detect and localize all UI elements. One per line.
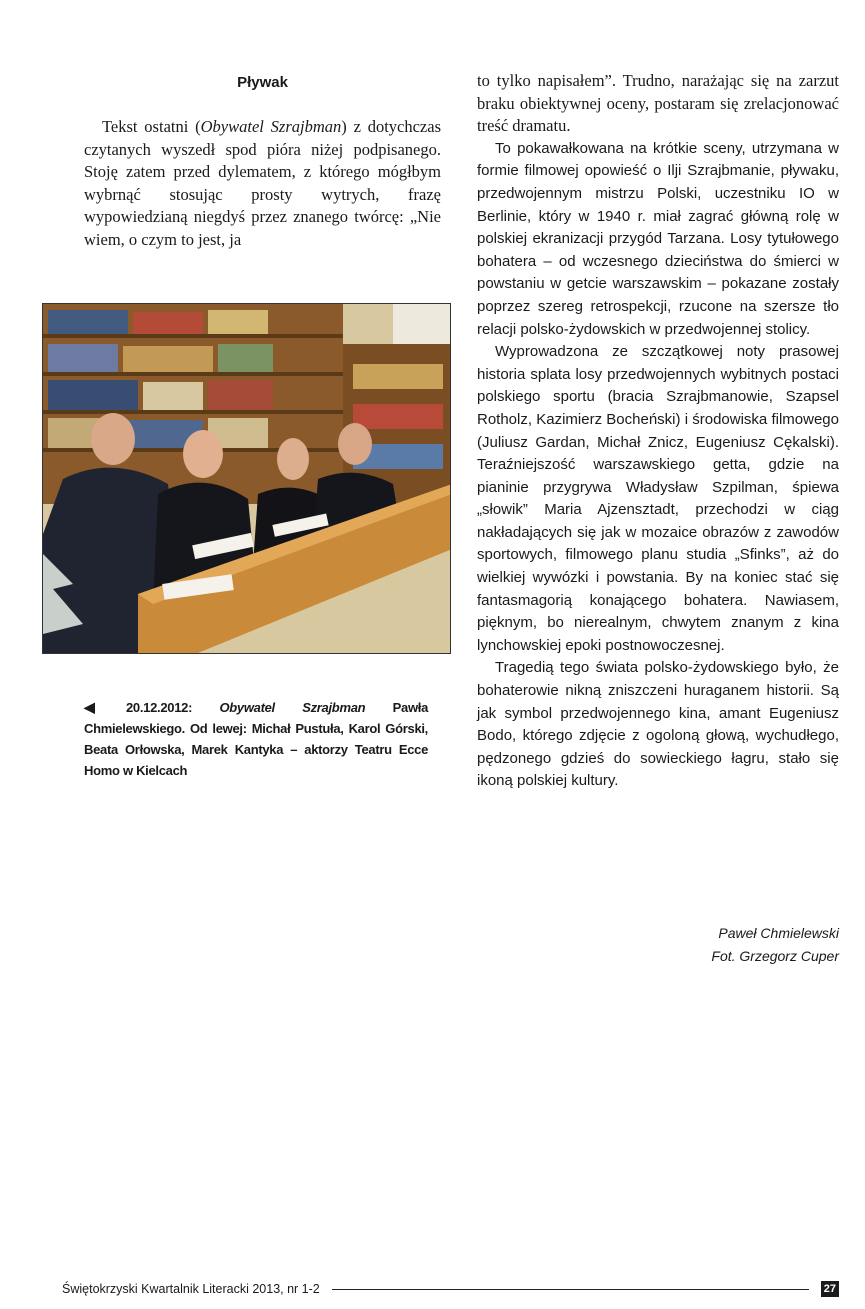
caption-arrow-icon: ◀ <box>84 699 95 715</box>
photo-credit: Fot. Grzegorz Cuper <box>711 948 839 964</box>
caption-title: Obywatel Szrajbman <box>219 700 366 715</box>
journal-name: Świętokrzyski Kwartalnik Literacki 2013, nr 1-2 <box>62 1282 320 1296</box>
body-paragraph: Tragedią tego świata polsko-żydowskiego było, że bohaterowie nikną zniszczeni huraganem historii. Są jak symbol przedwojennego kina, amant Eugeniusz Bodo, którego zdjęcie z ogoloną głową, wychudłego, pędzonego gdzieś do sowieckiego łagru, stało się ikoną polskiej kultury. <box>477 659 839 790</box>
signature-block <box>711 922 839 968</box>
right-column <box>477 70 839 793</box>
page-number: 27 <box>821 1281 839 1297</box>
play-title-italic: Obywatel Szrajbman <box>200 117 342 136</box>
article-title: Pływak <box>237 74 288 91</box>
paragraph-text: ) z dotychczas czytanych wyszedł spod pióra niżej podpisanego. Stoję zatem przed dylematem, z którego mógłbym wybrnąć stosując prosty wytrych, frazę wypowiedzianą niegdyś przez znanego twórcę: „Nie wiem, o czym to jest, ja <box>84 117 441 249</box>
paragraph-text: Tekst ostatni ( <box>102 117 201 136</box>
author-name: Paweł Chmielewski <box>718 925 839 941</box>
page-footer <box>62 1279 839 1299</box>
left-column <box>84 70 441 252</box>
caption-text: Pawła Chmielewskiego. Od lewej: Michał Pustuła, Karol Górski, Beata Orłowska, Marek Kantyka – aktorzy Teatru Ecce Homo w Kielcach <box>84 700 429 778</box>
photo-caption <box>84 697 428 781</box>
article-photo <box>42 303 451 654</box>
photo-illustration <box>43 304 451 654</box>
footer-rule <box>332 1289 809 1290</box>
body-paragraph: Wyprowadzona ze szczątkowej noty prasowej historia splata losy przedwojennych wybitnych postaci polskiego sportu (bracia Szrajbmanowie, Szapsel Rotholz, Kazimierz Bocheński) i środowiska filmowego (Juliusz Gardan, Michał Znicz, Eugeniusz Cękalski). Teraźniejszość warszawskiego getta, gdzie na pianinie przygrywa Władysław Szpilman, śpiewa „słowik” Maria Ajzensztadt, przechodzi w ciąg nakładających się jak w mozaice obrazów z zawodów sportowych, filmowego planu studia „Sfinks”, aż do wielkiej wywózki i powstania. By na koniec stać się fantasmagorią konającego bohatera. Nawiasem, pięknym, bo nierealnym, chwytem znanym z kina lynchowskiej epoki postnowoczesnej. <box>477 343 839 654</box>
body-paragraph: To pokawałkowana na krótkie sceny, utrzymana w formie filmowej opowieść o Ilji Szrajbmanie, pływaku, przedwojennym mistrzu Polski, uczestniku IO w Berlinie, który w 1940 r. miał zagrać główną rolę w polskiej ekranizacji przygód Tarzana. Losy tytułowego bohatera – od wczesnego dzieciństwa do śmierci w powstaniu w getcie warszawskim – pokazane zostały poprzez szereg retrospekcji, rzucone na szersze tło relacji polsko-żydowskich w przedwojennej stolicy. <box>477 139 839 338</box>
body-paragraph <box>84 116 441 252</box>
continued-paragraph: to tylko napisałem”. Trudno, narażając się na zarzut braku obiektywnej oceny, postaram się zrelacjonować treść dramatu. <box>477 71 839 136</box>
caption-date: 20.12.2012: <box>126 700 193 715</box>
